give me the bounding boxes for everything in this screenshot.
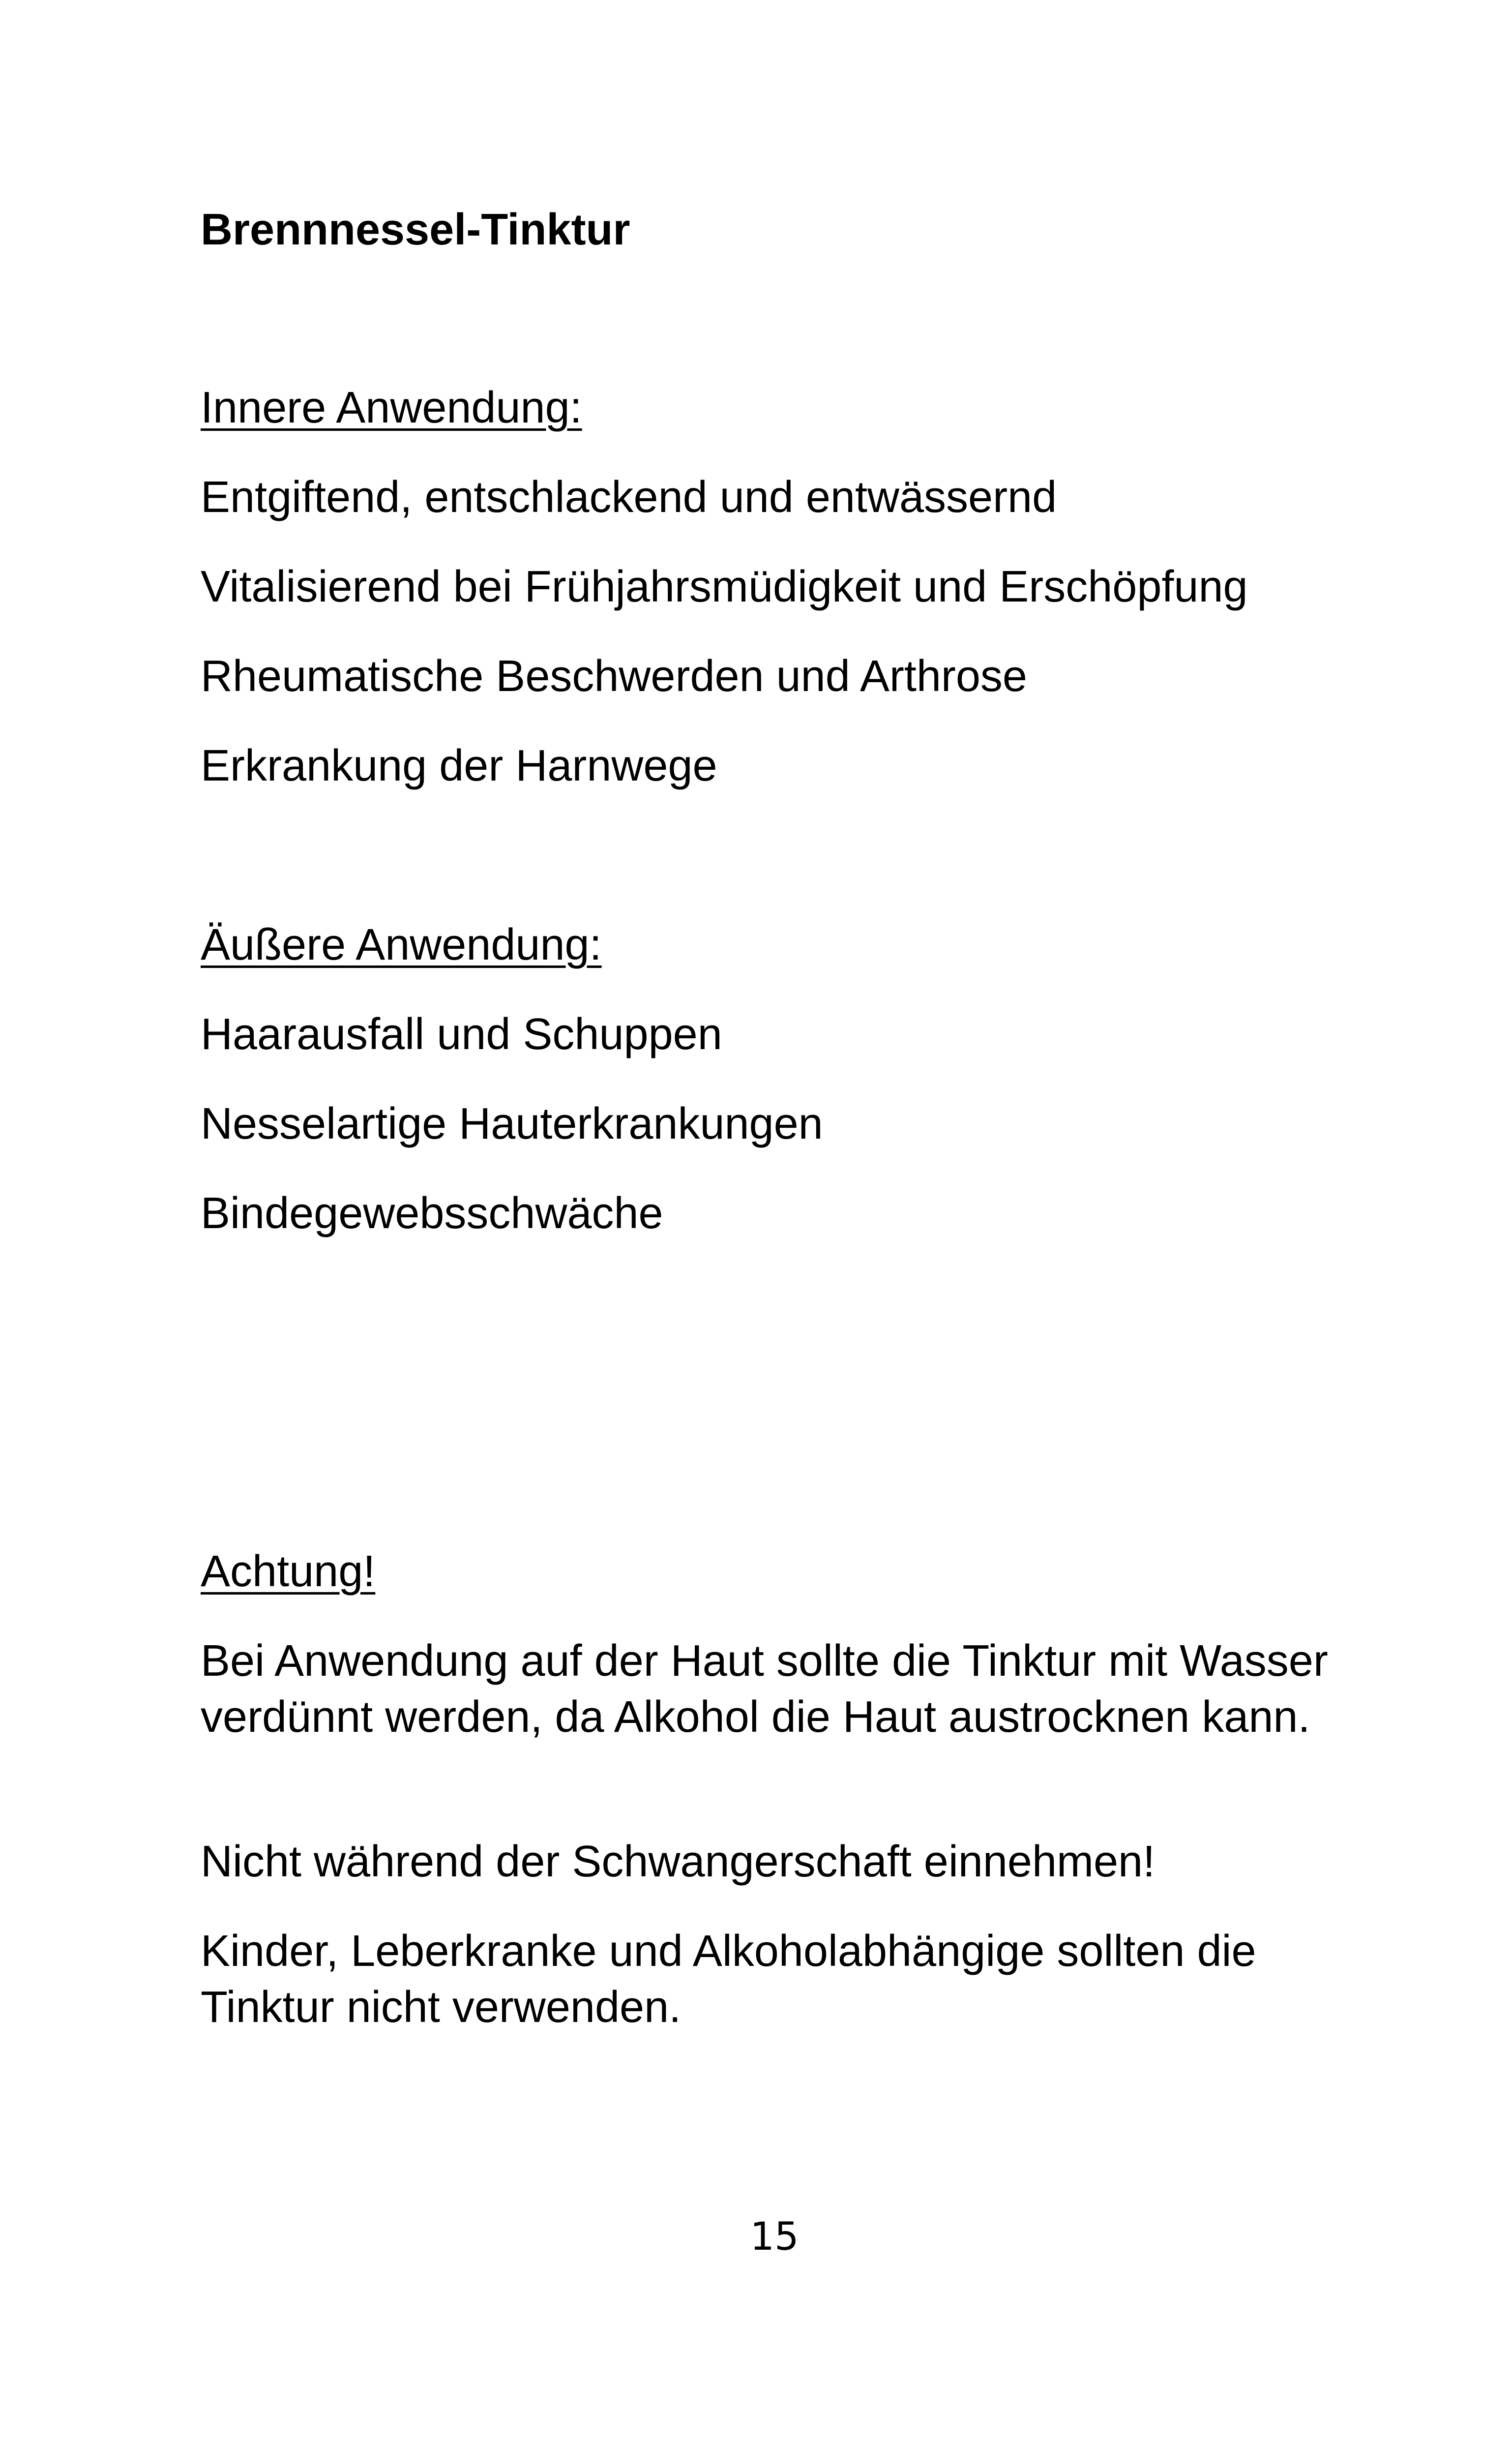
list-item: Erkrankung der Harnwege (201, 741, 717, 790)
list-item: Bindegewebsschwäche (201, 1189, 663, 1238)
page-title: Brennnessel-Tinktur (201, 205, 630, 254)
list-item: Haarausfall und Schuppen (201, 1010, 722, 1059)
list-item: Entgiftend, entschlackend und entwässernd (201, 473, 1057, 522)
section-heading-internal: Innere Anwendung: (201, 383, 582, 432)
warning-heading: Achtung! (201, 1547, 376, 1596)
list-item: Nesselartige Hauterkrankungen (201, 1099, 823, 1148)
page-number: 15 (750, 2215, 799, 2259)
warning-paragraph: Bei Anwendung auf der Haut sollte die Tinktur mit Wasser verdünnt werden, da Alkohol die Haut austrocknen kann. (201, 1636, 1328, 1742)
section-heading-external: Äußere Anwendung: (201, 920, 602, 969)
list-item: Rheumatische Beschwerden und Arthrose (201, 652, 1027, 701)
list-item: Vitalisierend bei Frühjahrsmüdigkeit und Erschöpfung (201, 562, 1248, 611)
warning-paragraph: Kinder, Leberkranke und Alkoholabhängige sollten die Tinktur nicht verwenden. (201, 1927, 1256, 2032)
warning-paragraph: Nicht während der Schwangerschaft einnehmen! (201, 1837, 1156, 1886)
